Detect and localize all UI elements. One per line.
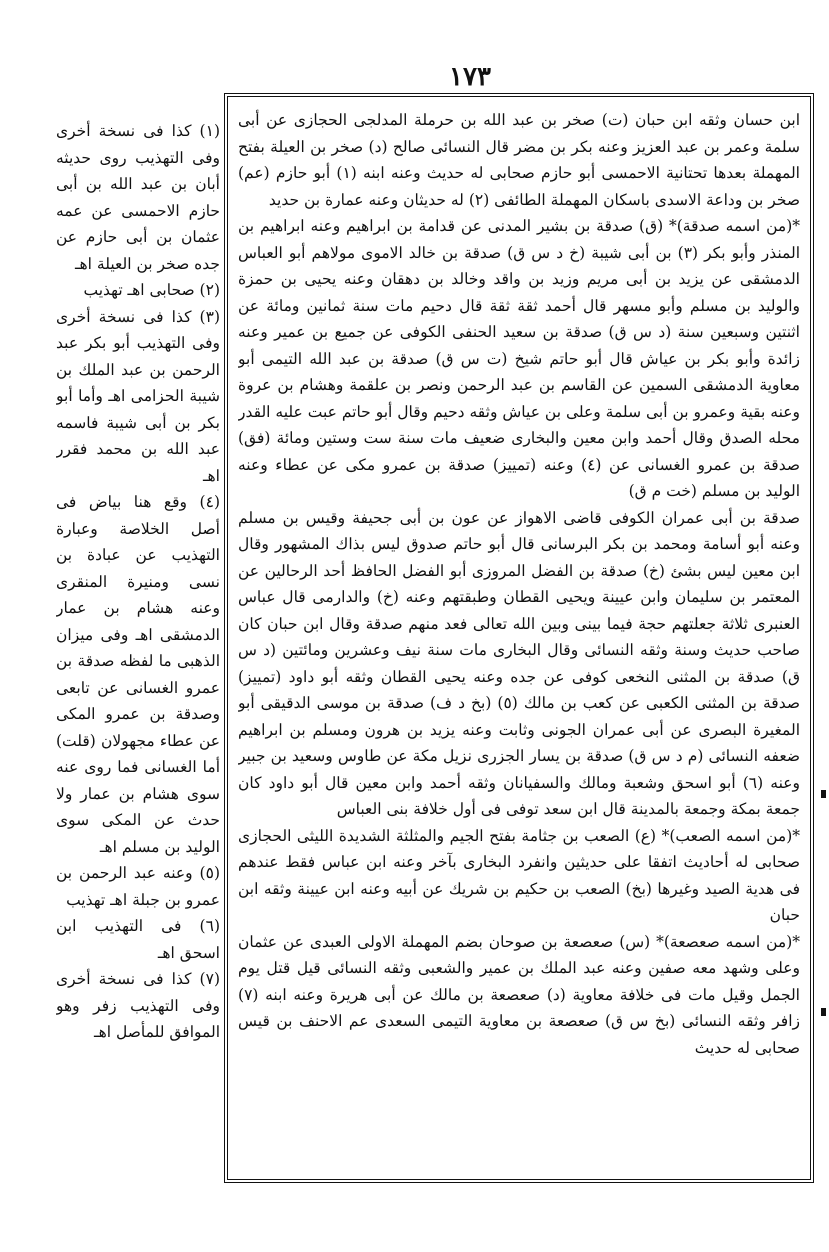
main-paragraph: صدقة بن أبى عمران الكوفى قاضى الاهواز عن عون بن أبى جحيفة وقيس بن مسلم وعنه أبو أسامة ومحمد بن بكر البرسانى قال أبو حاتم صدوق ليس بذاك المشهور وقال ابن معين ليس بشئ (خ) صدقة بن الفضل المروزى أبو الفضل الحافظ أحد الرحالين عن المعتمر بن سليمان وابن عيينة ويحيى القطان وطبقتهم وعنه (خ) والدارمى قال عباس العنبرى ثلاثة جعلتهم حجة فيما بينى وبين الله تعالى فعد منهم صدقة وقال ابن حبان كان صاحب حديث وسنة وثقه النسائى وقال البخارى مات سنة نيف وعشرين ومائتين (د س ق) صدقة بن المثنى النخعى كوفى عن جده وعنه يحيى القطان وثقه أبو داود (تمييز) صدقة بن المثنى الكعبى عن كعب بن مالك (٥) (بخ د ف) صدقة بن موسى الدقيقى أبو المغيرة البصرى عن أبى عمران الجونى وثابت وعنه يزيد بن هرون ومسلم بن ابراهيم ضعفه النسائى (م د س ق) صدقة بن يسار الجزرى نزيل مكة عن طاوس وسعيد بن جبير وعنه (٦) أبو اسحق وشعبة ومالك والسفيانان وثقه أحمد وابن معين قال أبو داود كان جمعة بمكة وجمعة بالمدينة قال ابن سعد توفى فى أول خلافة بنى العباس <box>238 508 800 818</box>
footnotes-column <box>56 118 220 1078</box>
page-number: ١٧٣ <box>449 62 491 92</box>
scan-speck <box>821 1008 826 1016</box>
footnote: (٢) صحابى اهـ تهذيب <box>83 281 220 299</box>
footnote: (٦) فى التهذيب ابن اسحق اهـ <box>56 917 220 962</box>
main-text <box>238 107 800 1171</box>
main-text-frame <box>224 93 814 1183</box>
main-paragraph: *(من اسمه صدقة)* (ق) صدقة بن بشير المدنى عن قدامة بن ابراهيم وعنه ابراهيم بن المنذر وأبو بكر (٣) بن أبى شيبة (خ د س ق) صدقة بن خالد الاموى مولاهم أبو العباس الدمشقى عن يزيد بن أبى مريم وزيد بن واقد وخالد بن دهقان وعنه يحيى بن حمزة والوليد بن مسلم وأبو مسهر قال أحمد ثقة ثقة قال دحيم مات سنة ثمانين ومائة عن اثنتين وسبعين سنة (د س ق) صدقة بن سعيد الحنفى الكوفى عن جميع بن عمير وعنه زائدة وأبو بكر بن عياش قال أبو حاتم شيخ (ت س ق) صدقة بن عبد الله التيمى أبو معاوية الدمشقى السمين عن القاسم بن عبد الرحمن ونصر بن علقمة وهشام بن عروة وعنه بقية وعمرو بن أبى سلمة وعلى بن عياش وثقه دحيم وقال أبو حاتم عبت عليه القدر محله الصدق وقال أحمد وابن معين والبخارى ضعيف مات سنة ست وستين ومائة (فق) صدقة بن عمرو الغسانى عن (٤) وعنه (تمييز) صدقة بن عمرو مكى عن عطاء وعنه الوليد بن مسلم (خت م ق) <box>238 217 800 500</box>
footnote: (٣) كذا فى نسخة أخرى وفى التهذيب أبو بكر عبد الرحمن بن عبد الملك بن شيبة الحزامى اهـ وأما أبو بكر بن أبى شيبة فاسمه عبد الله بن محمد فقرر اهـ <box>56 307 220 485</box>
footnote: (٤) وقع هنا بياض فى أصل الخلاصة وعبارة التهذيب عن عبادة بن نسى ومنيرة المنقرى وعنه هشام بن عمار الدمشقى اهـ وفى ميزان الذهبى ما لفظه صدقة بن عمرو الغسانى عن تابعى وصدقة بن عمرو المكى عن عطاء مجهولان (قلت) أما الغسانى فما روى عنه سوى هشام بن عمار ولا حدث عن المكى سوى الوليد بن مسلم اهـ <box>56 493 220 856</box>
main-paragraph: *(من اسمه الصعب)* (ع) الصعب بن جثامة بفتح الجيم والمثلثة الشديدة الليثى الحجازى صحابى له أحاديث اتفقا على حديثين وانفرد البخارى بآخر وعنه ابن عباس فقط عندهم فى هدية الصيد وغيرها (بخ) الصعب بن حكيم بن شريك عن أبيه وعنه ابن عيينة وثقه ابن حبان <box>238 826 800 924</box>
main-paragraph: ابن حسان وثقه ابن حبان (ت) صخر بن عبد الله بن حرملة المدلجى الحجازى عن أبى سلمة وعمر بن عبد العزيز وعنه بكر بن مضر قال النسائى صالح (د) صخر بن العيلة بفتح المهملة بعدها تحتانية الاحمسى أبو حازم صحابى له حديث وعنه ابنه (١) أبو حازم (عم) صخر بن وداعة الاسدى باسكان المهملة الطائفى (٢) له حديثان وعنه عمارة بن حديد <box>238 111 800 209</box>
footnote: (٥) وعنه عبد الرحمن بن عمرو بن جبلة اهـ تهذيب <box>56 864 220 909</box>
scan-speck <box>821 790 826 798</box>
footnote: (٧) كذا فى نسخة أخرى وفى التهذيب زفر وهو الموافق للمأصل اهـ <box>56 970 220 1041</box>
main-paragraph: *(من اسمه صعصعة)* (س) صعصعة بن صوحان بضم المهملة الاولى العبدى عن عثمان وعلى وشهد معه صفين وعنه عبد الملك بن عمير والشعبى وثقه النسائى قيل قتل يوم الجمل وقيل مات فى خلافة معاوية (د) صعصعة بن مالك عن أبى هريرة وعنه ابنه (٧) زافر وثقه النسائى (بخ س ق) صعصعة بن معاوية التيمى السعدى عم الاحنف بن قيس صحابى له حديث <box>238 932 800 1057</box>
footnote: (١) كذا فى نسخة أخرى وفى التهذيب روى حديثه أبان بن عبد الله بن أبى حازم الاحمسى عن عمه عثمان بن أبى حازم عن جده صخر بن العيلة اهـ <box>56 122 220 273</box>
